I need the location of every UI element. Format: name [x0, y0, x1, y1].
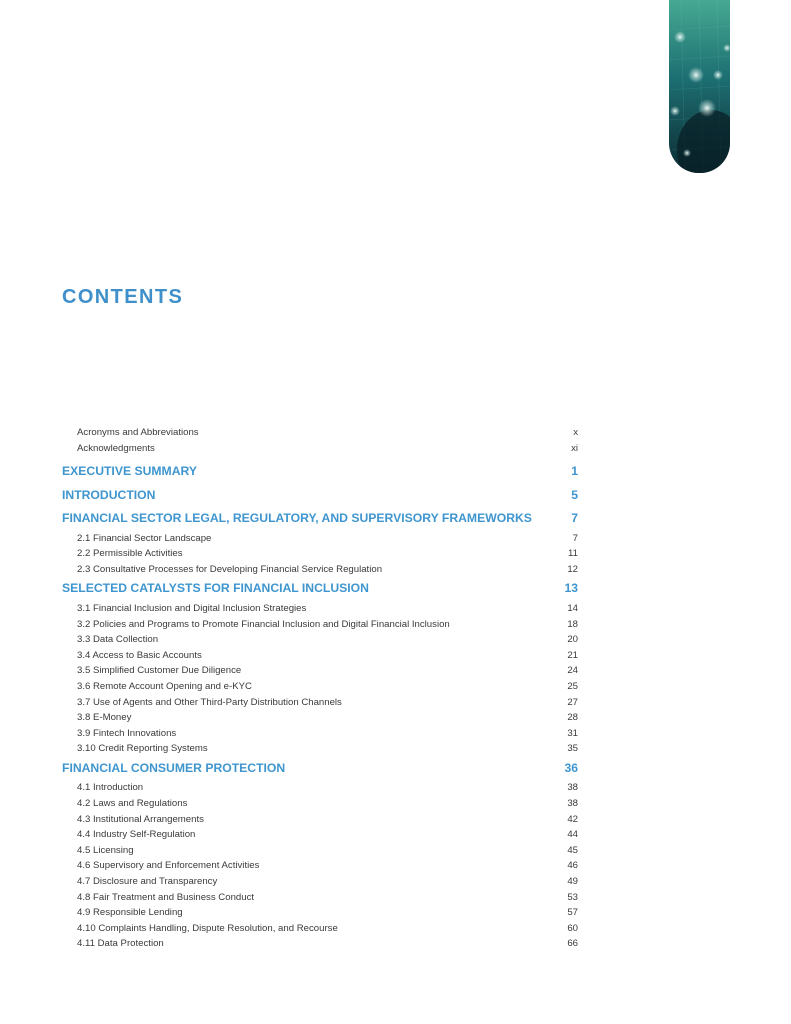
- toc-entry[interactable]: [62, 796, 578, 812]
- toc-entry[interactable]: [62, 827, 578, 843]
- toc-entry[interactable]: [62, 546, 578, 562]
- toc-chapter-page: 36: [564, 760, 578, 775]
- toc-entry[interactable]: [62, 890, 578, 906]
- toc-entry-page: 49: [567, 875, 578, 887]
- table-of-contents: [62, 425, 578, 952]
- toc-entry[interactable]: [62, 632, 578, 648]
- toc-entry-label: 4.1 Introduction: [77, 782, 144, 794]
- toc-entry-label: 4.6 Supervisory and Enforcement Activities: [77, 860, 260, 872]
- toc-entry-page: 35: [567, 743, 578, 755]
- toc-entry[interactable]: [62, 695, 578, 711]
- toc-chapter-heading[interactable]: [62, 757, 578, 781]
- toc-entry-label: 3.5 Simplified Customer Due Diligence: [77, 665, 242, 677]
- toc-entry-label: 4.10 Complaints Handling, Dispute Resolution, and Recourse: [77, 922, 338, 934]
- toc-chapter-page: 7: [571, 511, 578, 526]
- toc-entry-page: 66: [567, 938, 578, 950]
- toc-entry[interactable]: [62, 562, 578, 578]
- toc-entry[interactable]: [62, 425, 578, 441]
- toc-chapter-heading[interactable]: [62, 484, 578, 508]
- toc-entry-label: 3.2 Policies and Programs to Promote Financial Inclusion and Digital Financial Inclusion: [77, 618, 450, 630]
- toc-chapter-page: 5: [571, 487, 578, 502]
- toc-entry[interactable]: [62, 648, 578, 664]
- toc-entry-label: 3.7 Use of Agents and Other Third-Party Distribution Channels: [77, 696, 342, 708]
- toc-chapter-page: 1: [571, 464, 578, 479]
- toc-entry-label: 2.2 Permissible Activities: [77, 548, 183, 560]
- toc-entry-label: 3.8 E-Money: [77, 712, 132, 724]
- toc-entry-label: 4.3 Institutional Arrangements: [77, 813, 204, 825]
- toc-entry-label: 3.6 Remote Account Opening and e-KYC: [77, 680, 252, 692]
- toc-entry[interactable]: [62, 843, 578, 859]
- toc-entry-label: 4.7 Disclosure and Transparency: [77, 875, 218, 887]
- toc-entry-page: 20: [567, 634, 578, 646]
- decorative-corner-graphic: [669, 0, 730, 173]
- toc-entry-page: 60: [567, 922, 578, 934]
- toc-entry-page: 28: [567, 712, 578, 724]
- page-title: CONTENTS: [62, 286, 184, 308]
- toc-entry-page: 11: [568, 548, 578, 560]
- toc-entry-page: 57: [567, 907, 578, 919]
- toc-entry-label: 3.10 Credit Reporting Systems: [77, 743, 208, 755]
- toc-entry[interactable]: [62, 741, 578, 757]
- toc-entry[interactable]: [62, 812, 578, 828]
- toc-entry-page: 42: [567, 813, 578, 825]
- toc-entry-label: 2.3 Consultative Processes for Developing Financial Service Regulation: [77, 563, 383, 575]
- toc-entry[interactable]: [62, 710, 578, 726]
- toc-entry[interactable]: [62, 531, 578, 547]
- toc-entry[interactable]: [62, 874, 578, 890]
- toc-entry-label: 3.9 Fintech Innovations: [77, 727, 177, 739]
- toc-chapter-heading[interactable]: [62, 577, 578, 601]
- toc-chapter-page: 13: [564, 581, 578, 596]
- toc-entry-label: 3.3 Data Collection: [77, 634, 159, 646]
- toc-chapter-heading[interactable]: [62, 507, 578, 531]
- toc-entry[interactable]: [62, 601, 578, 617]
- toc-entry-label: 2.1 Financial Sector Landscape: [77, 532, 212, 544]
- toc-entry-label: 4.2 Laws and Regulations: [77, 798, 188, 809]
- toc-entry[interactable]: [62, 617, 578, 633]
- toc-entry-page: 18: [567, 618, 578, 630]
- toc-entry[interactable]: [62, 679, 578, 695]
- toc-entry-label: 4.9 Responsible Lending: [77, 907, 183, 919]
- toc-entry-label: 4.4 Industry Self-Regulation: [77, 829, 196, 841]
- toc-entry-page: 44: [567, 829, 578, 841]
- toc-entry-page: 14: [567, 602, 578, 614]
- toc-entry[interactable]: [62, 663, 578, 679]
- toc-entry-page: 38: [567, 798, 578, 809]
- toc-entry-label: 3.1 Financial Inclusion and Digital Inclusion Strategies: [77, 602, 307, 614]
- toc-entry-page: 25: [567, 680, 578, 692]
- toc-entry-page: x: [573, 427, 578, 438]
- toc-entry-page: 38: [567, 782, 578, 794]
- toc-entry[interactable]: [62, 858, 578, 874]
- toc-entry[interactable]: [62, 726, 578, 742]
- toc-chapter-label: INTRODUCTION: [62, 487, 156, 502]
- toc-entry-page: 12: [567, 563, 578, 575]
- toc-entry[interactable]: [62, 441, 578, 457]
- toc-entry-page: 21: [567, 649, 578, 661]
- toc-entry-label: Acronyms and Abbreviations: [77, 427, 199, 438]
- toc-entry[interactable]: [62, 936, 578, 952]
- toc-entry[interactable]: [62, 780, 578, 796]
- toc-chapter-label: SELECTED CATALYSTS FOR FINANCIAL INCLUSION: [62, 581, 369, 596]
- toc-entry-page: 53: [567, 891, 578, 903]
- toc-chapter-label: FINANCIAL CONSUMER PROTECTION: [62, 760, 286, 775]
- toc-entry-page: 45: [567, 844, 578, 856]
- toc-chapter-label: EXECUTIVE SUMMARY: [62, 464, 197, 479]
- toc-entry-page: 7: [572, 532, 578, 544]
- toc-chapter-label: FINANCIAL SECTOR LEGAL, REGULATORY, AND SUPERVISORY FRAMEWORKS: [62, 511, 532, 526]
- toc-entry-page: 31: [567, 727, 578, 739]
- toc-chapter-heading[interactable]: [62, 460, 578, 484]
- toc-entry[interactable]: [62, 905, 578, 921]
- toc-entry-page: 24: [567, 665, 578, 677]
- toc-entry-page: 46: [567, 860, 578, 872]
- toc-entry-label: 4.8 Fair Treatment and Business Conduct: [77, 891, 255, 903]
- toc-entry[interactable]: [62, 921, 578, 937]
- toc-entry-page: xi: [571, 442, 578, 454]
- toc-entry-label: 3.4 Access to Basic Accounts: [77, 649, 202, 661]
- toc-entry-label: Acknowledgments: [77, 442, 155, 454]
- toc-entry-page: 27: [567, 696, 578, 708]
- toc-entry-label: 4.5 Licensing: [77, 844, 134, 856]
- toc-entry-label: 4.11 Data Protection: [77, 938, 164, 950]
